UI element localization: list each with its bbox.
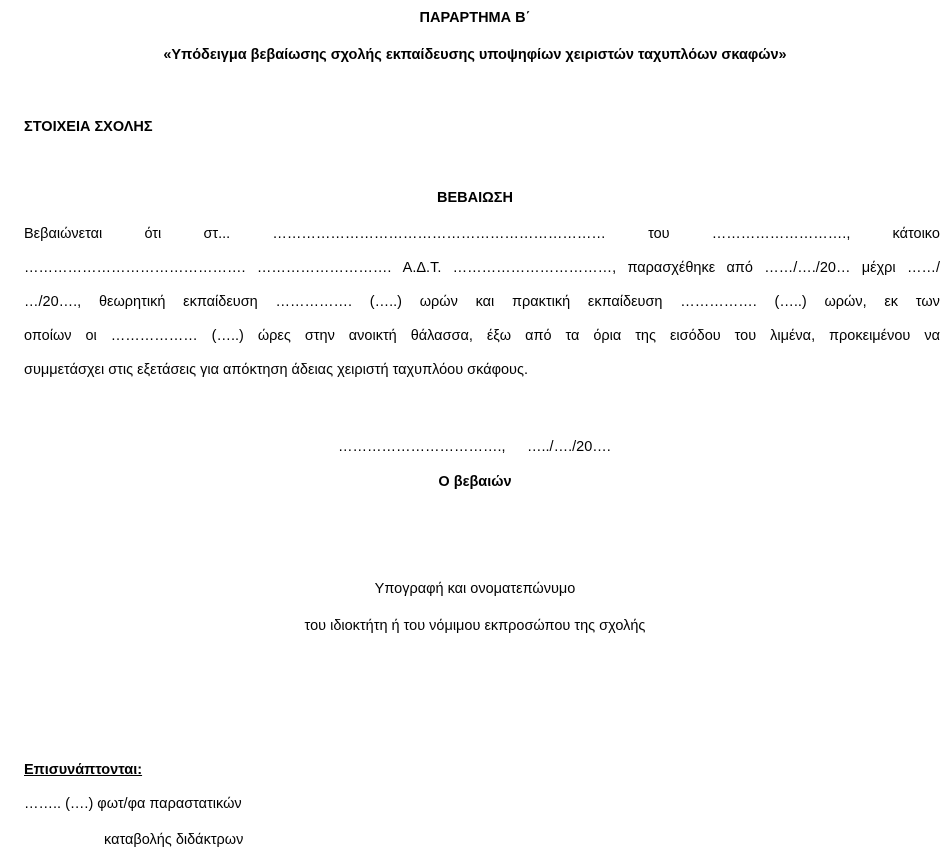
text-segment: από [525, 328, 552, 344]
certificate-line-1 [24, 226, 940, 246]
blank-field: ………………………. [256, 260, 392, 276]
text-segment: οι [85, 328, 97, 344]
text-segment: στ... [203, 226, 231, 242]
text-segment: τα [565, 328, 580, 344]
certificate-heading: ΒΕΒΑΙΩΣΗ [437, 190, 513, 206]
text-segment: Βεβαιώνεται [24, 226, 103, 242]
blank-field: ………………………………………. [24, 260, 246, 276]
blank-field: ……………………………, [452, 260, 617, 276]
certifier-title: Ο βεβαιών [438, 474, 512, 490]
signature-caption-line-2: του ιδιοκτήτη ή του νόμιμου εκπροσώπου της σχολής [304, 618, 646, 634]
certificate-line-5: συμμετάσχει στις εξετάσεις για απόκτηση άδειας χειριστή ταχυπλόου σκάφους. [24, 362, 529, 378]
school-details-heading: ΣΤΟΙΧΕΙΑ ΣΧΟΛΗΣ [24, 119, 153, 135]
text-segment: πρακτική [511, 294, 571, 310]
text-segment: της [635, 328, 656, 344]
text-segment: και [475, 294, 495, 310]
certificate-line-3 [24, 294, 940, 314]
text-segment: θάλασσα, [410, 328, 473, 344]
blank-field: (…..) [774, 294, 807, 310]
place-field: ……………………………., [338, 439, 506, 455]
text-segment: προκειμένου [829, 328, 911, 344]
text-segment: εισόδου [669, 328, 721, 344]
text-segment: λιμένα, [770, 328, 816, 344]
text-segment: ωρών, [824, 294, 867, 310]
annex-title: ΠΑΡΑΡΤΗΜΑ Β΄ [419, 10, 531, 26]
text-segment: οποίων [24, 328, 72, 344]
text-segment: ωρών [419, 294, 458, 310]
blank-field: ……………. [275, 294, 352, 310]
text-segment: ότι [144, 226, 162, 242]
text-segment: Α.Δ.Τ. [402, 260, 442, 276]
text-segment: των [915, 294, 940, 310]
text-segment: να [924, 328, 940, 344]
text-segment: εκπαίδευση [587, 294, 663, 310]
text-segment: μέχρι [861, 260, 896, 276]
blank-field: …………………………………………………………… [272, 226, 606, 242]
text-segment: θεωρητική [98, 294, 166, 310]
attachments-heading: Επισυνάπτονται: [24, 762, 143, 778]
certificate-line-2 [24, 260, 940, 280]
text-segment: παρασχέθηκε [627, 260, 716, 276]
text-segment: όρια [593, 328, 622, 344]
text-segment: εκ [884, 294, 899, 310]
text-segment: από [726, 260, 753, 276]
certificate-line-4 [24, 328, 940, 348]
date-field: …../…./20…. [527, 439, 611, 455]
blank-field: ……/…./20… [764, 260, 851, 276]
text-segment: στην [304, 328, 335, 344]
blank-field: (…..) [211, 328, 244, 344]
document-subtitle: «Υπόδειγμα βεβαίωσης σχολής εκπαίδευσης υποψηφίων χειριστών ταχυπλόων σκαφών» [163, 47, 787, 63]
blank-field: (…..) [369, 294, 402, 310]
blank-field: ……………… [110, 328, 198, 344]
text-segment: του [734, 328, 757, 344]
blank-field: ……………. [680, 294, 757, 310]
text-segment: έξω [486, 328, 512, 344]
blank-field: ………………………., [711, 226, 851, 242]
attachment-item: …….. (….) φωτ/φα παραστατικών [24, 796, 242, 812]
signature-caption-line-1: Υπογραφή και ονοματεπώνυμο [374, 581, 576, 597]
text-segment: κάτοικο [892, 226, 940, 242]
blank-field: ……/ [906, 260, 940, 276]
text-segment: ανοικτή [348, 328, 397, 344]
text-segment: ώρες [257, 328, 291, 344]
blank-field: …/20…., [24, 294, 82, 310]
attachment-item-continuation: καταβολής διδάκτρων [104, 832, 244, 848]
text-segment: του [648, 226, 670, 242]
text-segment: εκπαίδευση [183, 294, 258, 310]
